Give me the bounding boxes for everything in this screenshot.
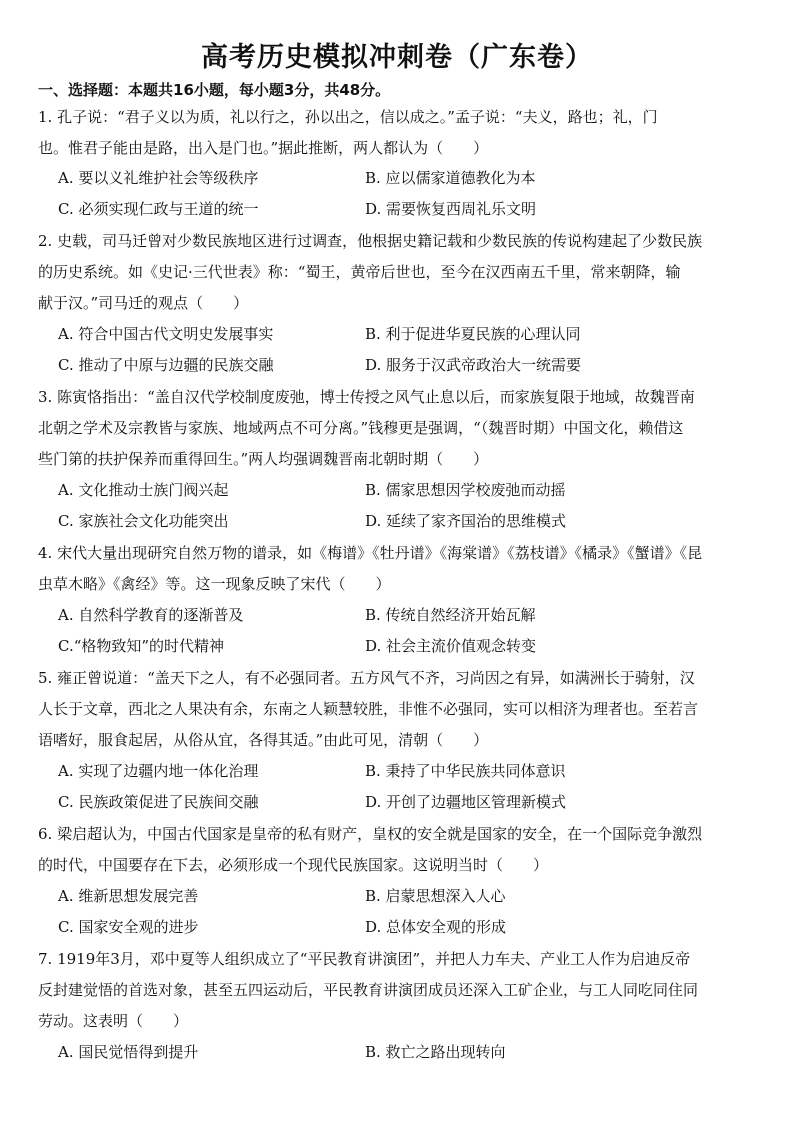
q3-option-b: B. 儒家思想因学校废弛而动摇 xyxy=(365,481,566,499)
q1-option-c: C. 必须实现仁政与王道的统一 xyxy=(58,200,259,218)
q5-option-d: D. 开创了边疆地区管理新模式 xyxy=(365,793,567,811)
q7-line-2: 反封建觉悟的首选对象，甚至五四运动后，平民教育讲演团成员还深入工矿企业，与工人同吃同住同 xyxy=(38,981,699,999)
q2-line-3: 献于汉。”司马迁的观点（ ） xyxy=(38,294,249,312)
q5-line-3: 语嗜好，服食起居，从俗从宜，各得其适。”由此可见，清朝（ ） xyxy=(38,731,489,749)
q6-option-d: D. 总体安全观的形成 xyxy=(365,918,507,936)
q4-option-b: B. 传统自然经济开始瓦解 xyxy=(365,606,536,624)
q3-option-c: C. 家族社会文化功能突出 xyxy=(58,512,229,530)
q3-line-3: 些门第的扶护保养而重得回生。”两人均强调魏晋南北朝时期（ ） xyxy=(38,450,489,468)
q3-line-2: 北朝之学术及宗教皆与家族、地域两点不可分离。”钱穆更是强调，“（魏晋时期）中国文化，赖借这 xyxy=(38,419,684,437)
q7-line-3: 劳动。这表明（ ） xyxy=(38,1012,189,1030)
q2-option-d: D. 服务于汉武帝政治大一统需要 xyxy=(365,356,582,374)
q2-option-a: A. 符合中国古代文明史发展事实 xyxy=(58,325,274,343)
q5-option-a: A. 实现了边疆内地一体化治理 xyxy=(58,762,259,780)
q5-option-b: B. 秉持了中华民族共同体意识 xyxy=(365,762,566,780)
q1-option-a: A. 要以义礼维护社会等级秩序 xyxy=(58,169,259,187)
q1-option-b: B. 应以儒家道德教化为本 xyxy=(365,169,536,187)
q4-option-a: A. 自然科学教育的逐渐普及 xyxy=(58,606,244,624)
q6-option-c: C. 国家安全观的进步 xyxy=(58,918,199,936)
q2-option-c: C. 推动了中原与边疆的民族交融 xyxy=(58,356,274,374)
q6-line-2: 的时代，中国要存在下去，必须形成一个现代民族国家。这说明当时（ ） xyxy=(38,856,549,874)
q6-option-b: B. 启蒙思想深入人心 xyxy=(365,887,506,905)
q1-line-2: 也。惟君子能由是路，出入是门也。”据此推断，两人都认为（ ） xyxy=(38,139,489,157)
q4-option-d: D. 社会主流价值观念转变 xyxy=(365,637,537,655)
q1-line-1: 1. 孔子说：“君子义以为质，礼以行之，孙以出之，信以成之。”孟子说：“夫义，路也；礼，门 xyxy=(38,108,658,126)
q2-line-2: 的历史系统。如《史记·三代世表》称：“蜀王，黄帝后世也，至今在汉西南五千里，常来朝降，输 xyxy=(38,263,681,281)
exam-title: 高考历史模拟冲刺卷（广东卷） xyxy=(201,42,593,73)
q2-option-b: B. 利于促进华夏民族的心理认同 xyxy=(365,325,581,343)
q4-line-1: 4. 宋代大量出现研究自然万物的谱录，如《梅谱》《牡丹谱》《海棠谱》《荔枝谱》《橘录》《蟹谱》《昆 xyxy=(38,544,703,562)
q5-line-1: 5. 雍正曾说道：“盖天下之人，有不必强同者。五方风气不齐，习尚因之有异，如满洲长于骑射，汉 xyxy=(38,669,695,687)
q7-line-1: 7. 1919年3月，邓中夏等人组织成立了“平民教育讲演团”，并把人力车夫、产业工人作为启迪反帝 xyxy=(38,950,691,968)
q5-option-c: C. 民族政策促进了民族间交融 xyxy=(58,793,259,811)
q7-option-a: A. 国民觉悟得到提升 xyxy=(58,1043,199,1061)
q3-option-d: D. 延续了家齐国治的思维模式 xyxy=(365,512,567,530)
q3-line-1: 3. 陈寅恪指出：“盖自汉代学校制度废弛，博士传授之风气止息以后，而家族复限于地域，故魏晋南 xyxy=(38,388,695,406)
section-heading: 一、选择题：本题共16小题，每小题3分，共48分。 xyxy=(38,81,391,99)
q5-line-2: 人长于文章，西北之人果决有余，东南之人颖慧较胜，非惟不必强同，实可以相济为理者也。至若言 xyxy=(38,700,699,718)
q6-line-1: 6. 梁启超认为，中国古代国家是皇帝的私有财产，皇权的安全就是国家的安全，在一个国际竞争激烈 xyxy=(38,825,703,843)
q6-option-a: A. 维新思想发展完善 xyxy=(58,887,199,905)
q1-option-d: D. 需要恢复西周礼乐文明 xyxy=(365,200,537,218)
q7-option-b: B. 救亡之路出现转向 xyxy=(365,1043,506,1061)
q2-line-1: 2. 史载，司马迁曾对少数民族地区进行过调查，他根据史籍记载和少数民族的传说构建起了少数民族 xyxy=(38,232,703,250)
q3-option-a: A. 文化推动士族门阀兴起 xyxy=(58,481,229,499)
q4-option-c: C.“格物致知”的时代精神 xyxy=(58,637,225,655)
q4-line-2: 虫草木略》《禽经》等。这一现象反映了宋代（ ） xyxy=(38,575,391,593)
